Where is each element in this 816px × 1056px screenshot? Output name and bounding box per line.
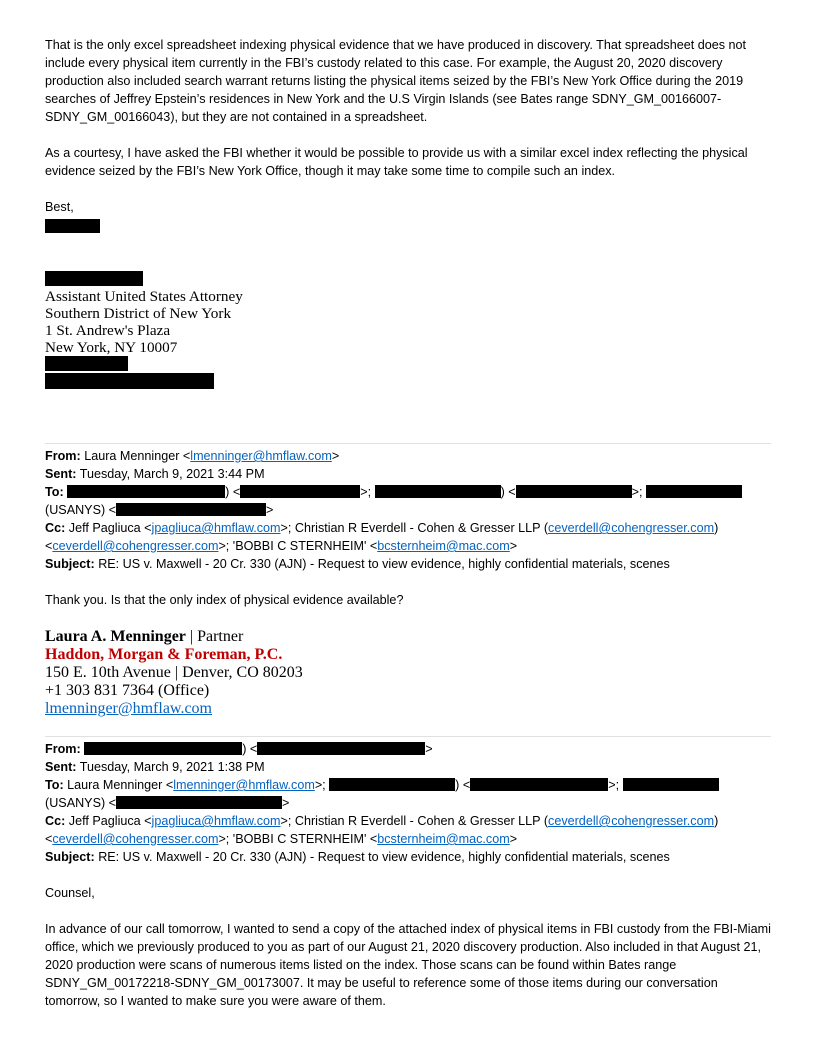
subject-label: Subject:	[45, 557, 95, 571]
intro-paragraph-1: That is the only excel spreadsheet indexing physical evidence that we have produced in discovery. That spreadsheet does not include every physical item currently in the FBI’s custody related to this case. For example, the August 20, 2020 discovery production also included search warrant returns listing the physical items seized by the FBI’s New York Office during the 2019 searches of Jeffrey Epstein’s residences in New York and the U.S Virgin Islands (see Bates range SDNY_GM_00166007-SDNY_GM_00166043), but they are not contained in a spreadsheet.	[45, 38, 747, 124]
ausa-city: New York, NY 10007	[45, 339, 178, 356]
to-label: To:	[45, 778, 64, 792]
email2-header	[45, 740, 771, 866]
email2-from: From: ) < >	[45, 742, 433, 756]
cc-email-link[interactable]: bcsternheim@mac.com	[377, 832, 510, 846]
cc-email-link[interactable]: ceverdell@cohengresser.com	[548, 814, 715, 828]
email2-subject	[45, 848, 771, 866]
email1-header	[45, 447, 771, 573]
redaction	[329, 778, 455, 791]
sig-name: Laura A. Menninger	[45, 628, 186, 645]
to-label: To:	[45, 485, 64, 499]
email2-cc: Cc: Jeff Pagliuca <jpagliuca@hmflaw.com>; Christian R Everdell - Cohen & Gresser LLP (ceverdell@cohengresser.com)	[45, 814, 719, 828]
redaction	[116, 796, 282, 809]
redaction	[67, 485, 225, 498]
cc-email-link[interactable]: bcsternheim@mac.com	[377, 539, 510, 553]
cc-label: Cc:	[45, 521, 66, 535]
redaction	[470, 778, 608, 791]
email1-from	[45, 447, 771, 465]
redaction	[646, 485, 742, 498]
cc-email-link[interactable]: ceverdell@cohengresser.com	[548, 521, 715, 535]
email2-body: In advance of our call tomorrow, I wanted to send a copy of the attached index of physical items in FBI custody from the FBI-Miami office, which we previously produced to you as part of our August 21, 2020 discovery production. Also included in that August 21, 2020 production were scans of numerous items listed on the index. Those scans can be found within Bates range SDNY_GM_00172218-SDNY_GM_00173007. It may be useful to reference some of those items during our conversation tomorrow, so I wanted to make sure you were aware of them.	[45, 922, 771, 1008]
email2-cc-cont: <ceverdell@cohengresser.com>; 'BOBBI C STERNHEIM' <bcsternheim@mac.com>	[45, 832, 518, 846]
email1-cc-cont: <ceverdell@cohengresser.com>; 'BOBBI C STERNHEIM' <bcsternheim@mac.com>	[45, 539, 518, 553]
to-usanys: (USANYS) <	[45, 796, 117, 810]
email1-to: To: ) < >; ) < >;	[45, 483, 771, 501]
cc-email-link[interactable]: jpagliuca@hmflaw.com	[151, 521, 281, 535]
sent-value: Tuesday, March 9, 2021 1:38 PM	[79, 760, 265, 774]
ausa-signature	[45, 288, 771, 356]
menninger-signature	[45, 628, 771, 718]
to-usanys: (USANYS) <	[45, 503, 117, 517]
email-divider	[45, 736, 771, 737]
redaction	[623, 778, 719, 791]
redaction	[45, 373, 214, 389]
sig-firm: Haddon, Morgan & Foreman, P.C.	[45, 646, 283, 663]
subject-value: RE: US v. Maxwell - 20 Cr. 330 (AJN) - Request to view evidence, highly confidential materials, scenes	[98, 557, 670, 571]
ausa-street: 1 St. Andrew's Plaza	[45, 322, 171, 339]
redaction	[516, 485, 632, 498]
sig-email-link[interactable]: lmenninger@hmflaw.com	[45, 700, 212, 717]
redaction	[45, 271, 143, 286]
redaction	[45, 219, 100, 233]
ausa-office: Southern District of New York	[45, 305, 232, 322]
redaction	[375, 485, 501, 498]
ausa-title: Assistant United States Attorney	[45, 288, 243, 305]
email-divider	[45, 443, 771, 444]
cc-email-link[interactable]: jpagliuca@hmflaw.com	[151, 814, 281, 828]
redaction	[116, 503, 266, 516]
email1-to-cont: (USANYS) < >	[45, 503, 274, 517]
cc-label: Cc:	[45, 814, 66, 828]
redaction	[45, 356, 128, 371]
email1-body: Thank you. Is that the only index of physical evidence available?	[45, 593, 404, 607]
email2-to: To: Laura Menninger <lmenninger@hmflaw.com>; ) < >;	[45, 776, 771, 794]
sig-phone: +1 303 831 7364 (Office)	[45, 682, 210, 699]
from-label: From:	[45, 742, 81, 756]
cc-mid: >; Christian R Everdell - Cohen & Gresser LLP (	[280, 521, 549, 535]
sig-role: | Partner	[185, 628, 244, 645]
email2-to-cont: (USANYS) < >	[45, 796, 290, 810]
closing: Best,	[45, 200, 74, 214]
to-email-link[interactable]: lmenninger@hmflaw.com	[173, 778, 315, 792]
sig-address: 150 E. 10th Avenue | Denver, CO 80203	[45, 664, 303, 681]
from-email-link[interactable]: lmenninger@hmflaw.com	[190, 449, 332, 463]
email1-sent	[45, 465, 771, 483]
redaction	[84, 742, 242, 755]
from-label: From:	[45, 449, 81, 463]
subject-label: Subject:	[45, 850, 95, 864]
cc-mid: >; Christian R Everdell - Cohen & Gresser LLP (	[280, 814, 549, 828]
cc-email-link[interactable]: ceverdell@cohengresser.com	[52, 539, 219, 553]
cc-mid: >; 'BOBBI C STERNHEIM' <	[218, 539, 378, 553]
cc-email-link[interactable]: ceverdell@cohengresser.com	[52, 832, 219, 846]
email1-subject	[45, 555, 771, 573]
email1-cc: Cc: Jeff Pagliuca <jpagliuca@hmflaw.com>; Christian R Everdell - Cohen & Gresser LLP (ceverdell@cohengresser.com)	[45, 521, 719, 535]
subject-value: RE: US v. Maxwell - 20 Cr. 330 (AJN) - Request to view evidence, highly confidential materials, scenes	[98, 850, 670, 864]
sent-label: Sent:	[45, 760, 77, 774]
email2-greeting: Counsel,	[45, 886, 95, 900]
cc-mid: >; 'BOBBI C STERNHEIM' <	[218, 832, 378, 846]
email2-sent	[45, 758, 771, 776]
cc-name: Jeff Pagliuca <	[68, 521, 152, 535]
intro-paragraph-2: As a courtesy, I have asked the FBI whether it would be possible to provide us with a similar excel index reflecting the physical evidence seized by the FBI’s New York Office, though it may take some time to compile such an index.	[45, 146, 748, 178]
sent-label: Sent:	[45, 467, 77, 481]
sent-value: Tuesday, March 9, 2021 3:44 PM	[79, 467, 265, 481]
from-name: Laura Menninger <	[84, 449, 191, 463]
cc-name: Jeff Pagliuca <	[68, 814, 152, 828]
redaction	[240, 485, 360, 498]
from-end: >	[331, 449, 340, 463]
to-name: Laura Menninger <	[67, 778, 174, 792]
redaction	[257, 742, 425, 755]
sig-name-line	[45, 628, 771, 646]
